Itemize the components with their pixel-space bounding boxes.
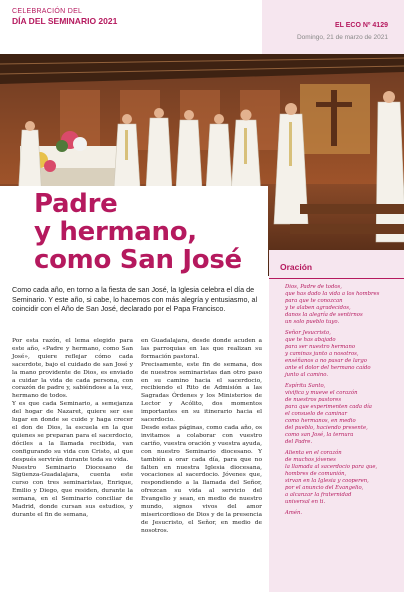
body-paragraph: Por esta razón, el lema elegido para este año, «Padre y hermano, como San José», quiere reflejar cómo cada sacerdote, bajo el cuidado de san José y la mano providente de Dios, es enviado a cuidar la vida de cada persona, con corazón de padre y, sabiéndose a la vez, hermano de todos.: [12, 338, 133, 400]
section-header: [12, 8, 117, 26]
prayer-stanza: Señor Jesucristo, que te has abajado para ser nuestro hermano y caminas junto a nosotros, enséñanos a no pasar de largo ante el dolor del hermano caído junto al camino.: [285, 330, 371, 378]
prayer-divider: [269, 278, 404, 279]
issue-date: Domingo, 21 de marzo de 2021: [296, 34, 388, 41]
title-line-2: y hermano,: [34, 217, 197, 247]
article-body: [12, 338, 262, 536]
body-paragraph: Desde estas páginas, como cada año, os invitamos a colaborar con vuestro cariño, vuestra oración y vuestra ayuda, con nuestro Seminario diocesano. Y también a orar cada día, para que no falten en nuestra Iglesia diocesana, vocaciones al sacerdocio. Jóvenes que, respondiendo a la llamada del Señor, ofrezcan su vida al servicio del Evangelio y sean, en medio de nuestro mundo, signos vivos del amor misericordioso de Dios y de la presencia de Jesucristo, el Señor, en medio de nosotros.: [141, 424, 262, 534]
issue-number: EL ECO Nº 4129: [334, 22, 388, 29]
body-paragraph: Nuestro Seminario Diocesano de Sigüenza-Guadalajara, cuenta este curso con tres seminaristas, Enrique, Emilio y Diego, que residen, durante la semana, en el Seminario conciliar de Madrid, donde cursan sus estudios, y durante el fin de semana,: [12, 464, 133, 518]
title-line-3: como San José: [34, 245, 242, 275]
prayer-text: [285, 284, 399, 521]
section-label-small: CELEBRACIÓN DEL: [12, 8, 83, 15]
article-title: [34, 190, 242, 274]
body-paragraph: en Guadalajara, desde donde acuden a las parroquias en las que realizan su formación pastoral.: [141, 338, 262, 360]
body-column-1: [12, 338, 133, 536]
body-paragraph: Y es que cada Seminario, a semejanza del hogar de Nazaret, quiere ser ese lugar en donde se cuide y haga crecer el don de Dios, la escuela en la que quienes se preparan para el sacerdocio, dóciles a la llamada recibida, van configurando su vida con Cristo, al que después servirán durante toda su vida.: [12, 401, 133, 463]
prayer-stanza: Alienta en el corazón de muchos jóvenes la llamada al sacerdocio para que, hombres de comunión, sirvan en la Iglesia y cooperen, por el anuncio del Evangelio, a alcanzar la fraternidad universal en ti.: [285, 450, 378, 505]
prayer-stanza: Dios, Padre de todos, que has dado la vida a los hombres para que te conozcan y te alaben agradecidos, danos la alegría de sentirnos un solo pueblo tuyo.: [285, 284, 380, 325]
prayer-title: Oración: [280, 262, 313, 272]
article-lead: Como cada año, en torno a la fiesta de san José, la Iglesia celebra el día de Seminario. Y este año, si cabe, lo hacemos con más alegría y entusiasmo, al coincidir con el Año de San José, declarado por el Papa Francisco.: [12, 285, 258, 314]
title-line-1: Padre: [34, 189, 118, 219]
prayer-stanza: Espíritu Santo, vivifica y mueve el corazón de nuestros pastores para que experimenten cada día el consuelo de caminar como hermanos, en medio del pueblo, haciendo presente, como san José, la ternura del Padre.: [285, 383, 372, 445]
body-paragraph: Precisamente, este fin de semana, dos de nuestros seminaristas dan otro paso en su camino hacia el sacerdocio, recibiendo el Rito de Admisión a las Sagradas Órdenes y los Ministerios de Lector y Acólito, dos momentos importantes en su itinerario hacia el sacerdocio.: [141, 361, 262, 424]
prayer-stanza: Amén.: [285, 510, 303, 516]
section-label-big: DÍA DEL SEMINARIO 2021: [12, 16, 118, 26]
body-column-2: [141, 338, 262, 536]
